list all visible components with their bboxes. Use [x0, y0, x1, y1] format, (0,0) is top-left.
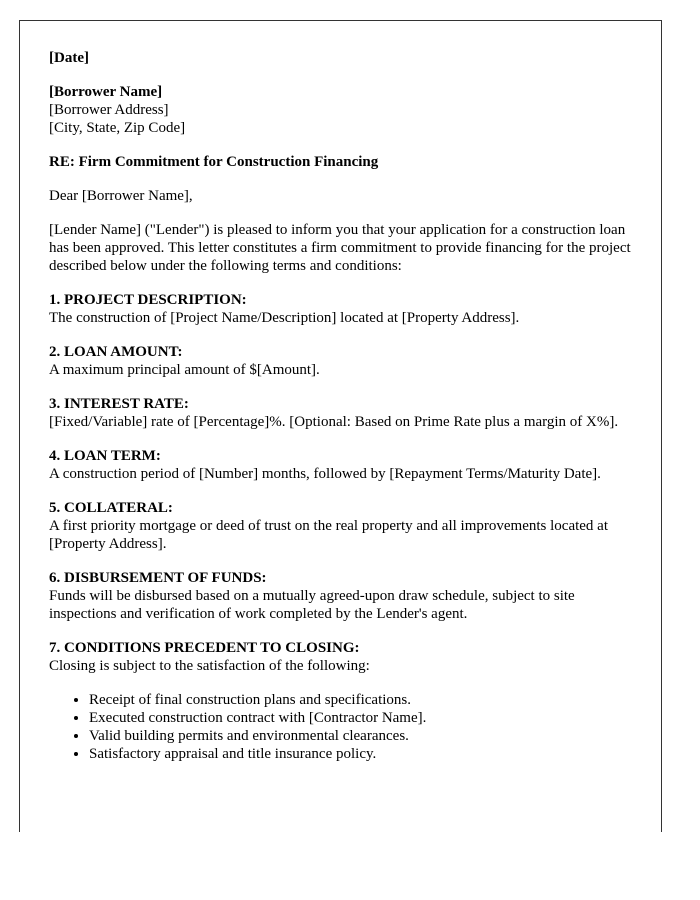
section-heading: 6. DISBURSEMENT OF FUNDS: — [49, 570, 267, 586]
letter-page — [19, 20, 662, 832]
section-heading: 2. LOAN AMOUNT: — [49, 344, 183, 360]
letter-date: [Date] — [49, 50, 89, 66]
section-3 — [49, 395, 633, 431]
recipient-city-state-zip: [City, State, Zip Code] — [49, 120, 186, 136]
condition-item: • Executed construction contract with [Contractor Name]. — [89, 709, 633, 727]
section-body: Funds will be disbursed based on a mutually agreed-upon draw schedule, subject to site inspections and verification of work completed by the Lender's agent. — [49, 588, 575, 622]
letter-subject: RE: Firm Commitment for Construction Financing — [49, 154, 379, 170]
conditions-list — [49, 691, 633, 763]
section-body: [Fixed/Variable] rate of [Percentage]%. [Optional: Based on Prime Rate plus a margin of X%]. — [49, 414, 619, 430]
section-2 — [49, 343, 633, 379]
section-1 — [49, 291, 633, 327]
section-heading: 1. PROJECT DESCRIPTION: — [49, 292, 247, 308]
condition-item: • Satisfactory appraisal and title insurance policy. — [89, 745, 633, 763]
recipient-block — [49, 83, 633, 137]
section-body: A first priority mortgage or deed of trust on the real property and all improvements located at [Property Address]. — [49, 518, 608, 552]
intro-paragraph: [Lender Name] ("Lender") is pleased to inform you that your application for a construction loan has been approved. This letter constitutes a firm commitment to provide financing for the project described below under the following terms and conditions: — [49, 222, 631, 274]
section-body: A construction period of [Number] months, followed by [Repayment Terms/Maturity Date]. — [49, 466, 601, 482]
section-heading: 5. COLLATERAL: — [49, 500, 173, 516]
section-heading: 7. CONDITIONS PRECEDENT TO CLOSING: — [49, 640, 360, 656]
section-4 — [49, 447, 633, 483]
section-heading: 4. LOAN TERM: — [49, 448, 161, 464]
recipient-name: [Borrower Name] — [49, 84, 163, 100]
section-5 — [49, 499, 633, 553]
salutation: Dear [Borrower Name], — [49, 188, 193, 204]
section-body: A maximum principal amount of $[Amount]. — [49, 362, 320, 378]
section-body: Closing is subject to the satisfaction of the following: — [49, 658, 370, 674]
section-7 — [49, 639, 633, 675]
section-body: The construction of [Project Name/Description] located at [Property Address]. — [49, 310, 520, 326]
condition-item: • Receipt of final construction plans and specifications. — [89, 691, 633, 709]
recipient-address: [Borrower Address] — [49, 102, 169, 118]
section-6 — [49, 569, 633, 623]
section-heading: 3. INTEREST RATE: — [49, 396, 189, 412]
condition-item: • Valid building permits and environmental clearances. — [89, 727, 633, 745]
